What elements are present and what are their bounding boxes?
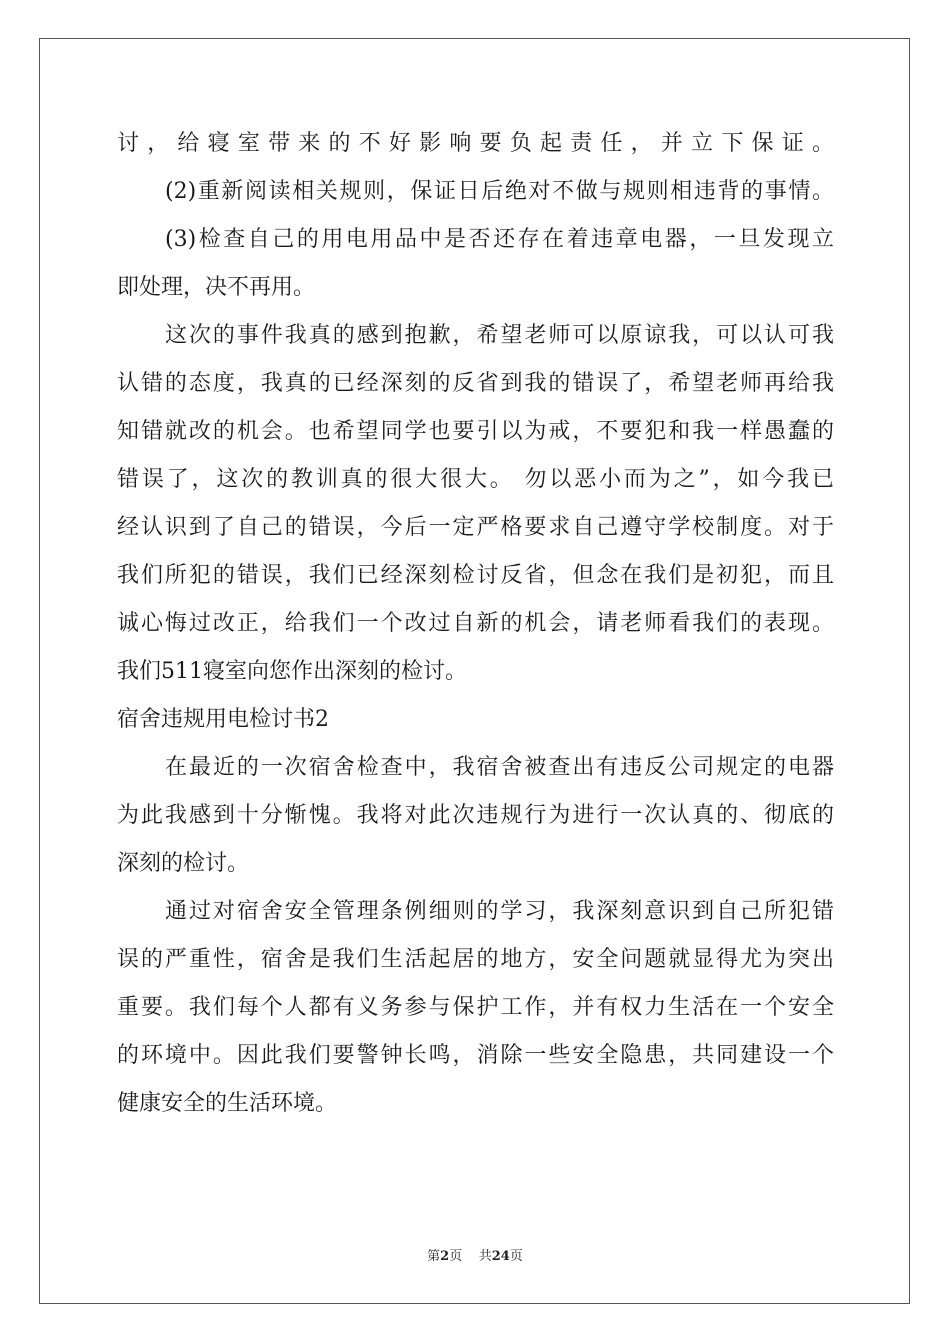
text-line: 错误了，这次的教训真的很大很大。 勿以恶小而为之”，如今我已 xyxy=(117,467,834,492)
section-heading: 宿舍违规用电检讨书2 xyxy=(117,707,329,732)
text-line: 深刻的检讨。 xyxy=(117,851,250,876)
footer-prefix: 第 xyxy=(427,1249,441,1264)
total-pages: 24 xyxy=(491,1249,510,1264)
text-line: 认错的态度，我真的已经深刻的反省到我的错误了，希望老师再给我 xyxy=(117,371,834,396)
text-line: 的环境中。因此我们要警钟长鸣，消除一些安全隐患，共同建设一个 xyxy=(117,1043,834,1068)
text-line: 健康安全的生活环境。 xyxy=(117,1091,338,1116)
text-line: 这次的事件我真的感到抱歉，希望老师可以原谅我，可以认可我 xyxy=(165,323,834,348)
text-line: 诚心悔过改正，给我们一个改过自新的机会，请老师看我们的表现。 xyxy=(117,611,834,636)
page-number: 2 xyxy=(440,1249,450,1264)
text-line: 误的严重性，宿舍是我们生活起居的地方，安全问题就显得尤为突出 xyxy=(117,947,834,972)
footer-total-unit: 页 xyxy=(509,1249,523,1264)
text-line: 为此我感到十分惭愧。我将对此次违规行为进行一次认真的、彻底的 xyxy=(117,803,834,828)
footer-page-unit: 页 xyxy=(449,1249,463,1264)
text-line: 经认识到了自己的错误，今后一定严格要求自己遵守学校制度。对于 xyxy=(117,515,834,540)
text-line: 即处理，决不再用。 xyxy=(117,275,316,300)
text-line: 我们511寝室向您作出深刻的检讨。 xyxy=(117,659,467,684)
text-line: 我们所犯的错误，我们已经深刻检讨反省，但念在我们是初犯，而且 xyxy=(117,563,834,588)
page-footer xyxy=(0,1245,950,1264)
text-line: 在最近的一次宿舍检查中，我宿舍被查出有违反公司规定的电器 xyxy=(165,755,834,780)
text-line: (2)重新阅读相关规则，保证日后绝对不做与规则相违背的事情。 xyxy=(165,179,834,204)
text-line: 讨，给寝室带来的不好影响要负起责任，并立下保证。 xyxy=(117,131,834,156)
text-line: 通过对宿舍安全管理条例细则的学习，我深刻意识到自己所犯错 xyxy=(165,899,834,924)
text-line: (3)检查自己的用电用品中是否还存在着违章电器，一旦发现立 xyxy=(165,227,834,252)
text-line: 知错就改的机会。也希望同学也要引以为戒，不要犯和我一样愚蠢的 xyxy=(117,419,834,444)
footer-total-prefix: 共 xyxy=(478,1249,492,1264)
text-line: 重要。我们每个人都有义务参与保护工作，并有权力生活在一个安全 xyxy=(117,995,834,1020)
